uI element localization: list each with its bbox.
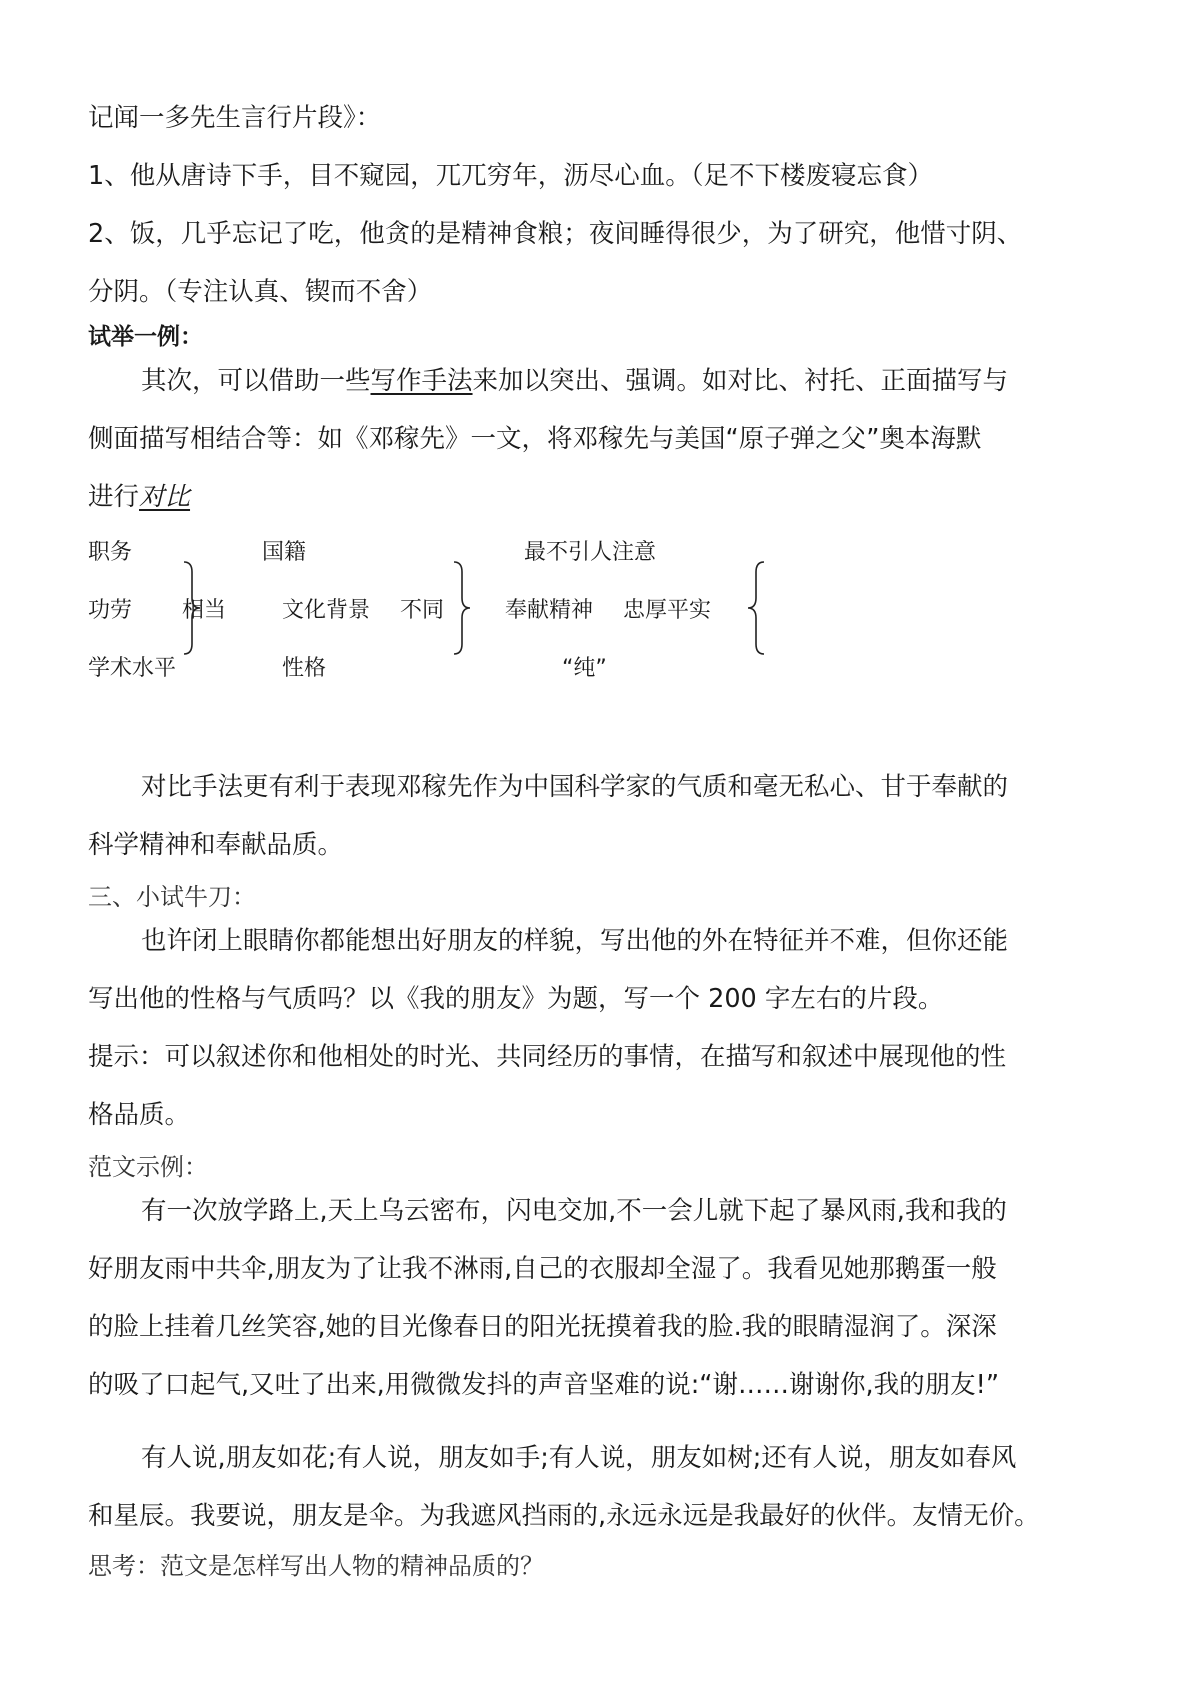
text-line: 有人说,朋友如花;有人说，朋友如手;有人说，朋友如树;还有人说，朋友如春风 xyxy=(141,1443,1017,1473)
table-cell: 相当 xyxy=(182,598,227,623)
table-cell: 国籍 xyxy=(262,540,307,565)
table-cell: 忠厚平实 xyxy=(623,598,712,623)
table-cell: 功劳 xyxy=(88,598,133,623)
text-run: 来加以突出、强调。如对比、衬托、正面描写与 xyxy=(472,366,1009,396)
text-run: 进行 xyxy=(88,482,140,512)
section-heading: 思考：范文是怎样写出人物的精神品质的？ xyxy=(88,1552,544,1580)
text-line xyxy=(88,480,190,514)
text-line: 的脸上挂着几丝笑容,她的目光像春日的阳光抚摸着我的脸.我的眼睛湿润了。深深 xyxy=(88,1312,997,1342)
table-cell: “纯” xyxy=(562,656,607,681)
text-line: 有一次放学路上,天上乌云密布，闪电交加,不一会儿就下起了暴风雨,我和我的 xyxy=(141,1196,1007,1226)
text-line: 写出他的性格与气质吗？以《我的朋友》为题，写一个 200 字左右的片段。 xyxy=(88,984,944,1014)
text-line: 2、饭，几乎忘记了吃，他贪的是精神食粮；夜间睡得很少，为了研究，他惜寸阴、 xyxy=(88,219,1023,249)
table-cell: 职务 xyxy=(88,540,133,565)
subheading: 试举一例： xyxy=(88,324,203,350)
section-heading: 三、小试牛刀： xyxy=(88,883,256,911)
left-brace-icon xyxy=(744,560,768,656)
text-line: 好朋友雨中共伞,朋友为了让我不淋雨,自己的衣服却全湿了。我看见她那鹅蛋一般 xyxy=(88,1254,997,1284)
table-cell: 最不引人注意 xyxy=(524,540,657,565)
text-line: 的吸了口起气,又吐了出来,用微微发抖的声音坚难的说:“谢……谢谢你,我的朋友!” xyxy=(88,1370,1000,1400)
right-brace-icon xyxy=(180,560,204,656)
text-run: 其次，可以借助一些 xyxy=(141,366,371,396)
table-cell: 不同 xyxy=(400,598,445,623)
text-line: 对比手法更有利于表现邓稼先作为中国科学家的气质和毫无私心、甘于奉献的 xyxy=(141,772,1009,802)
right-brace-icon xyxy=(450,560,474,656)
text-line: 侧面描写相结合等：如《邓稼先》一文，将邓稼先与美国“原子弹之父”奥本海默 xyxy=(88,424,982,454)
text-line: 格品质。 xyxy=(88,1100,191,1130)
text-line: 1、他从唐诗下手，目不窥园，兀兀穷年，沥尽心血。（足不下楼废寝忘食） xyxy=(88,161,933,191)
text-line xyxy=(141,364,1008,398)
underlined-term: 对比 xyxy=(139,482,191,512)
text-line: 和星辰。我要说，朋友是伞。为我遮风挡雨的,永远永远是我最好的伙伴。友情无价。 xyxy=(88,1501,1040,1531)
underlined-term: 写作手法 xyxy=(370,366,473,396)
table-cell: 文化背景 xyxy=(282,598,371,623)
text-line: 分阴。（专注认真、锲而不舍） xyxy=(88,277,433,307)
section-heading: 范文示例： xyxy=(88,1153,208,1181)
text-line: 科学精神和奉献品质。 xyxy=(88,830,344,860)
text-line: 也许闭上眼睛你都能想出好朋友的样貌，写出他的外在特征并不难，但你还能 xyxy=(141,926,1009,956)
table-cell: 学术水平 xyxy=(88,656,177,681)
table-cell: 奉献精神 xyxy=(505,598,594,623)
text-line: 提示：可以叙述你和他相处的时光、共同经历的事情，在描写和叙述中展现他的性 xyxy=(88,1042,1007,1072)
table-cell: 性格 xyxy=(282,656,327,681)
text-line: 记闻一多先生言行片段》： xyxy=(88,103,382,133)
